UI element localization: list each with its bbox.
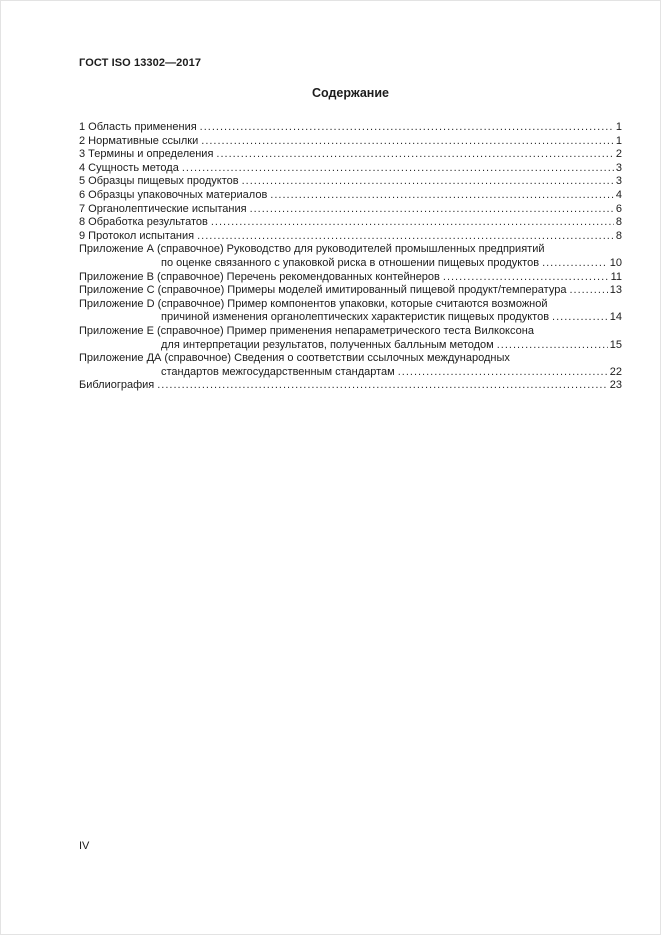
toc-leader-dots	[398, 366, 608, 380]
toc-page-number: 13	[609, 284, 622, 297]
toc-leader-dots	[542, 257, 608, 271]
toc-entry-text: Приложение В (справочное) Перечень рекомендованных контейнеров	[79, 270, 440, 283]
toc-entry	[79, 189, 622, 203]
toc-entry-text: 4 Сущность метода	[79, 161, 179, 174]
toc-entry-text: 5 Образцы пищевых продуктов	[79, 175, 239, 188]
toc-entry-text: Приложение D (справочное) Пример компонентов упаковки, которые считаются возможной	[79, 297, 548, 310]
toc-entry	[79, 230, 622, 244]
toc-page-number: 1	[615, 134, 622, 147]
toc-entry-text: Приложение Е (справочное) Пример применения непараметрического теста Вилкоксона	[79, 324, 534, 337]
toc-leader-dots	[443, 271, 609, 285]
toc-entry	[79, 243, 622, 270]
toc-leader-dots	[216, 148, 613, 162]
toc-leader-dots	[197, 230, 614, 244]
toc-page-number: 8	[615, 229, 622, 242]
toc-entry-text: Библиография	[79, 379, 155, 392]
toc-entry	[79, 148, 622, 162]
page-content	[79, 57, 622, 393]
toc-leader-dots	[250, 203, 614, 217]
toc-entry	[79, 284, 622, 298]
toc-leader-dots	[200, 121, 614, 135]
toc-page-number: 3	[615, 161, 622, 174]
toc-page-number: 11	[610, 270, 622, 283]
toc-page-number: 15	[609, 338, 622, 351]
toc-entry-text: 9 Протокол испытания	[79, 229, 195, 242]
toc-entry	[79, 203, 622, 217]
toc-page-number: 3	[615, 175, 622, 188]
toc-title: Содержание	[311, 86, 389, 100]
toc-entry-text: Приложение ДА (справочное) Сведения о соответствии ссылочных международных	[79, 352, 510, 365]
toc-leader-dots	[497, 339, 608, 353]
toc-entry-text: 8 Обработка результатов	[79, 216, 208, 229]
toc-leader-dots	[270, 189, 614, 203]
toc-entry	[79, 216, 622, 230]
toc-entry-text: 3 Термины и определения	[79, 148, 214, 161]
toc-page-number: 4	[615, 188, 622, 201]
toc-entry-text-continuation: для интерпретации результатов, полученных балльным методом	[161, 338, 494, 351]
toc-page-number: 23	[609, 379, 622, 392]
toc-entry	[79, 325, 622, 352]
toc-entry	[79, 298, 622, 325]
toc-page-number: 14	[609, 311, 622, 324]
table-of-contents	[79, 121, 622, 393]
toc-leader-dots	[157, 379, 608, 393]
toc-page-number: 2	[615, 148, 622, 161]
toc-entry	[79, 379, 622, 393]
toc-leader-dots	[201, 135, 614, 149]
document-code: ГОСТ ISO 13302—2017	[79, 57, 202, 69]
toc-entry	[79, 162, 622, 176]
toc-leader-dots	[569, 284, 607, 298]
toc-page-number: 1	[615, 121, 622, 133]
toc-entry-text: 1 Область применения	[79, 121, 197, 133]
toc-page-number: 8	[615, 216, 622, 229]
toc-page-number: 10	[609, 256, 622, 269]
toc-entry-text-continuation: по оценке связанного с упаковкой риска в отношении пищевых продуктов	[161, 256, 540, 269]
toc-entry	[79, 135, 622, 149]
toc-leader-dots	[182, 162, 614, 176]
toc-leader-dots	[242, 175, 614, 189]
toc-entry-text-continuation: причиной изменения органолептических характеристик пищевых продуктов	[161, 311, 550, 324]
toc-leader-dots	[211, 216, 614, 230]
toc-page-number: 22	[609, 365, 622, 378]
toc-entry-text: 6 Образцы упаковочных материалов	[79, 188, 268, 201]
toc-entry-text: 2 Нормативные ссылки	[79, 134, 199, 147]
toc-entry-text: Приложение С (справочное) Примеры моделей имитированный пищевой продукт/температура	[79, 284, 567, 297]
page-number-footer: IV	[79, 840, 90, 852]
toc-entry-text-continuation: стандартов межгосударственным стандартам	[161, 365, 395, 378]
toc-leader-dots	[552, 311, 608, 325]
toc-page-number: 6	[615, 202, 622, 215]
toc-entry	[79, 175, 622, 189]
toc-entry-text: Приложение А (справочное) Руководство для руководителей промышленных предприятий	[79, 243, 545, 256]
toc-entry	[79, 121, 622, 135]
toc-entry-text: 7 Органолептические испытания	[79, 202, 247, 215]
toc-entry	[79, 271, 622, 285]
toc-entry	[79, 352, 622, 379]
